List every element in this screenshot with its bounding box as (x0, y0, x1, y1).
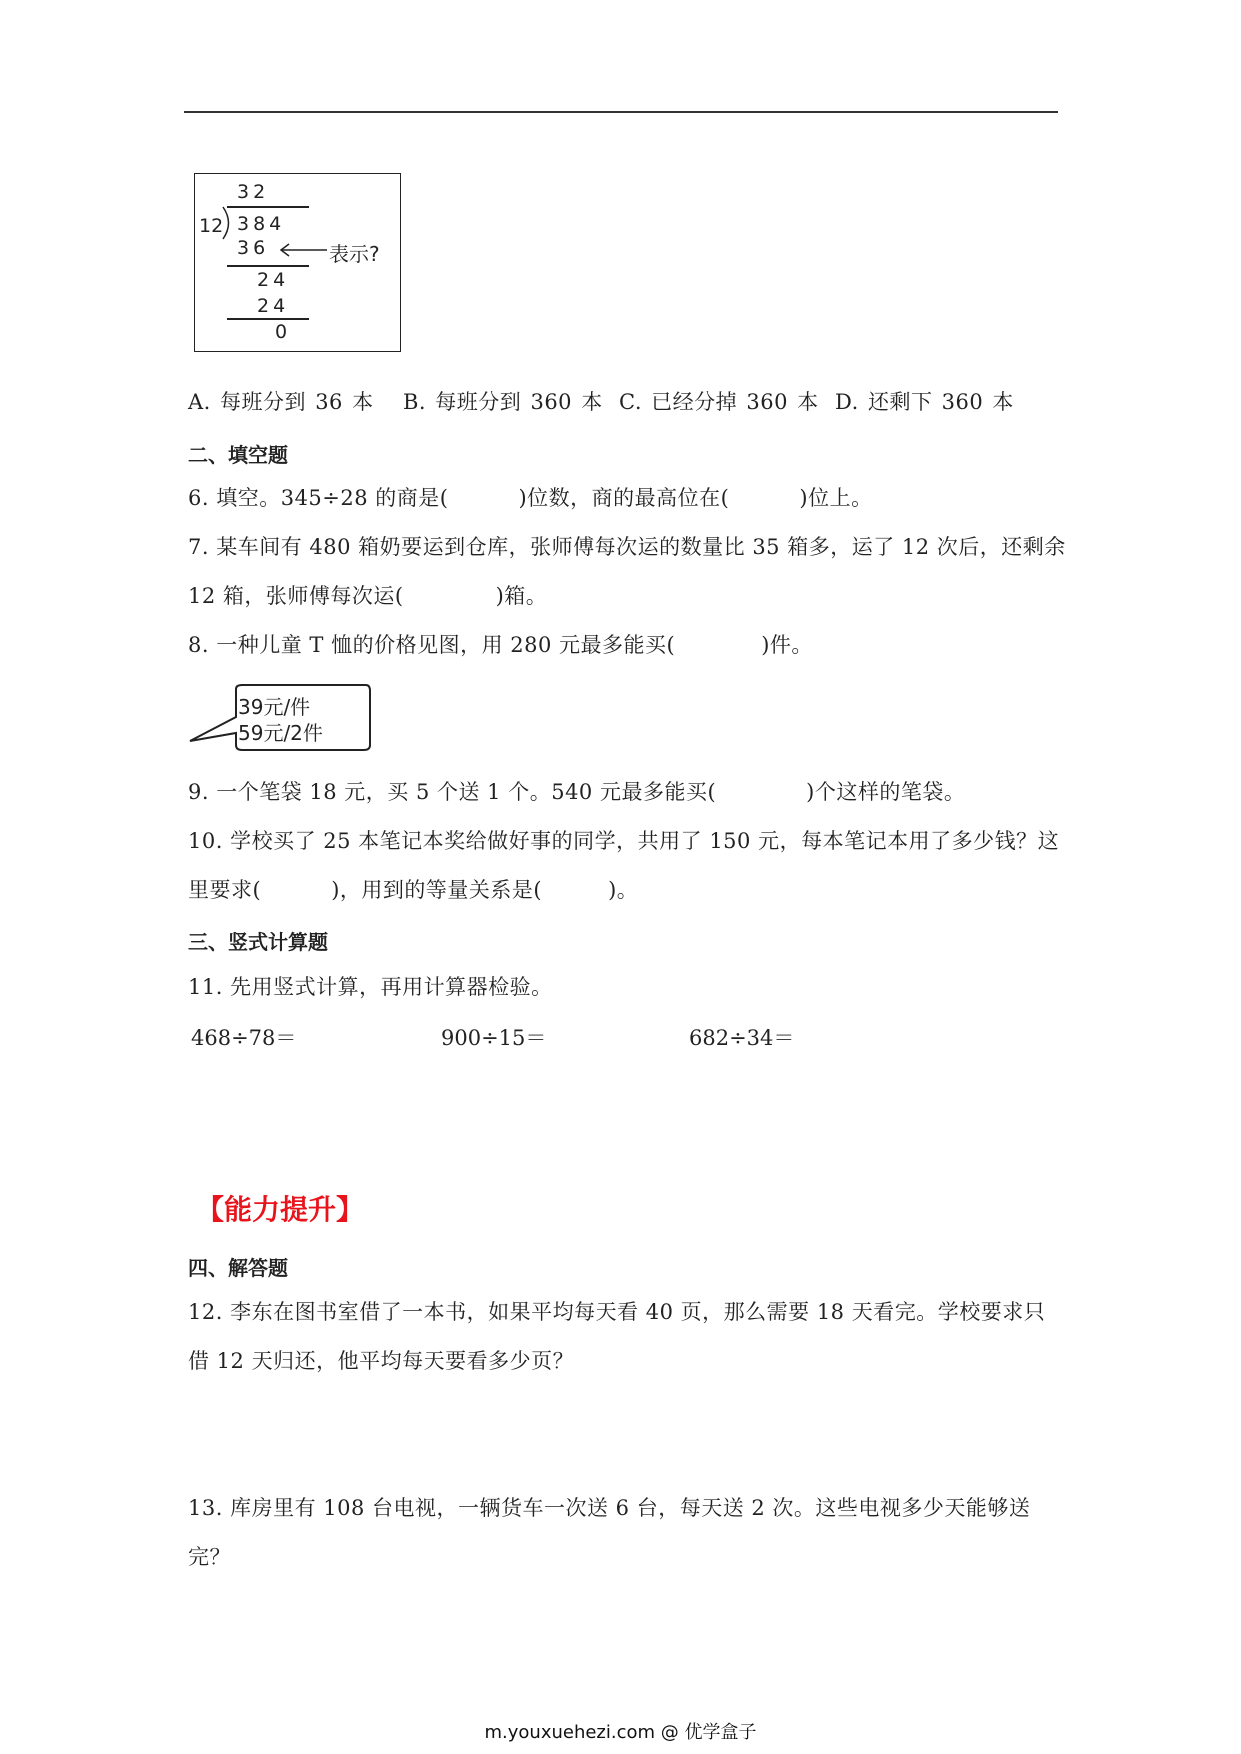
long-division-figure (194, 173, 401, 352)
question-7-line-2 (188, 582, 547, 610)
question-10-line-2 (188, 876, 638, 904)
q10-text-b: )，用到的等量关系是( (331, 878, 543, 902)
option-d[interactable]: D. 还剩下 360 本 (835, 390, 1014, 414)
q5-options (188, 388, 1014, 416)
division-bar (227, 206, 309, 208)
section-vertical-calc-title: 三、竖式计算题 (188, 930, 328, 954)
option-c[interactable]: C. 已经分掉 360 本 (619, 390, 819, 414)
q9-text-a: 9. 一个笔袋 18 元，买 5 个送 1 个。540 元最多能买( (188, 780, 717, 804)
division-remainder: 0 (275, 321, 292, 343)
division-divisor: 12 (199, 215, 224, 237)
question-12-line-1: 12. 李东在图书室借了一本书，如果平均每天看 40 页，那么需要 18 天看完。学校要求只 (188, 1300, 1046, 1324)
division-step1: 36 (237, 237, 270, 259)
price-pair: 59元/2件 (238, 721, 323, 745)
division-quotient: 32 (237, 181, 270, 203)
question-9 (188, 778, 965, 806)
question-13-line-1: 13. 库房里有 108 台电视，一辆货车一次送 6 台，每天送 2 次。这些电视多少天能够送 (188, 1496, 1031, 1520)
calc-item-1: 468÷78＝ (191, 1026, 297, 1050)
question-12-line-2: 借 12 天归还，他平均每天要看多少页？ (188, 1349, 575, 1373)
q7-text-a: 12 箱，张师傅每次运( (188, 584, 404, 608)
q9-text-b: )个这样的笔袋。 (806, 780, 966, 804)
section-fill-blank-title: 二、填空题 (188, 443, 288, 467)
q8-text-b: )件。 (761, 633, 813, 657)
division-step2: 24 (257, 269, 290, 291)
q10-text-c: )。 (608, 878, 639, 902)
calc-item-2: 900÷15＝ (441, 1026, 547, 1050)
section-solve-title: 四、解答题 (188, 1256, 288, 1280)
q8-text-a: 8. 一种儿童 T 恤的价格见图，用 280 元最多能买( (188, 633, 676, 657)
option-b[interactable]: B. 每班分到 360 本 (403, 390, 603, 414)
question-10-line-1: 10. 学校买了 25 本笔记本奖给做好事的同学，共用了 150 元，每本笔记本用了多少钱？这 (188, 829, 1060, 853)
question-8 (188, 631, 813, 659)
header-rule (184, 111, 1058, 113)
question-7-line-1: 7. 某车间有 480 箱奶要运到仓库，张师傅每次运的数量比 35 箱多，运了 12 次后，还剩余 (188, 535, 1066, 559)
option-a[interactable]: A. 每班分到 36 本 (188, 390, 374, 414)
calc-item-3: 682÷34＝ (689, 1026, 795, 1050)
q6-text-c: )位上。 (799, 486, 873, 510)
division-line-1 (227, 265, 309, 267)
question-13-line-2: 完？ (188, 1545, 231, 1569)
q6-text-b: )位数，商的最高位在( (518, 486, 730, 510)
q6-text-a: 6. 填空。345÷28 的商是( (188, 486, 449, 510)
q7-text-b: )箱。 (495, 584, 548, 608)
price-single: 39元/件 (238, 695, 311, 719)
question-6 (188, 484, 873, 512)
ability-section-title: 【能力提升】 (196, 1193, 365, 1226)
footer-source: m.youxuehezi.com @ 优学盒子 (484, 1722, 757, 1743)
division-step3: 24 (257, 295, 290, 317)
division-line-2 (227, 318, 309, 320)
arrow-label: 表示? (329, 242, 380, 266)
division-dividend: 384 (237, 213, 286, 235)
division-bracket (221, 206, 235, 240)
arrow-left-icon (277, 242, 329, 258)
q10-text-a: 里要求( (188, 878, 262, 902)
question-11: 11. 先用竖式计算，再用计算器检验。 (188, 975, 553, 999)
